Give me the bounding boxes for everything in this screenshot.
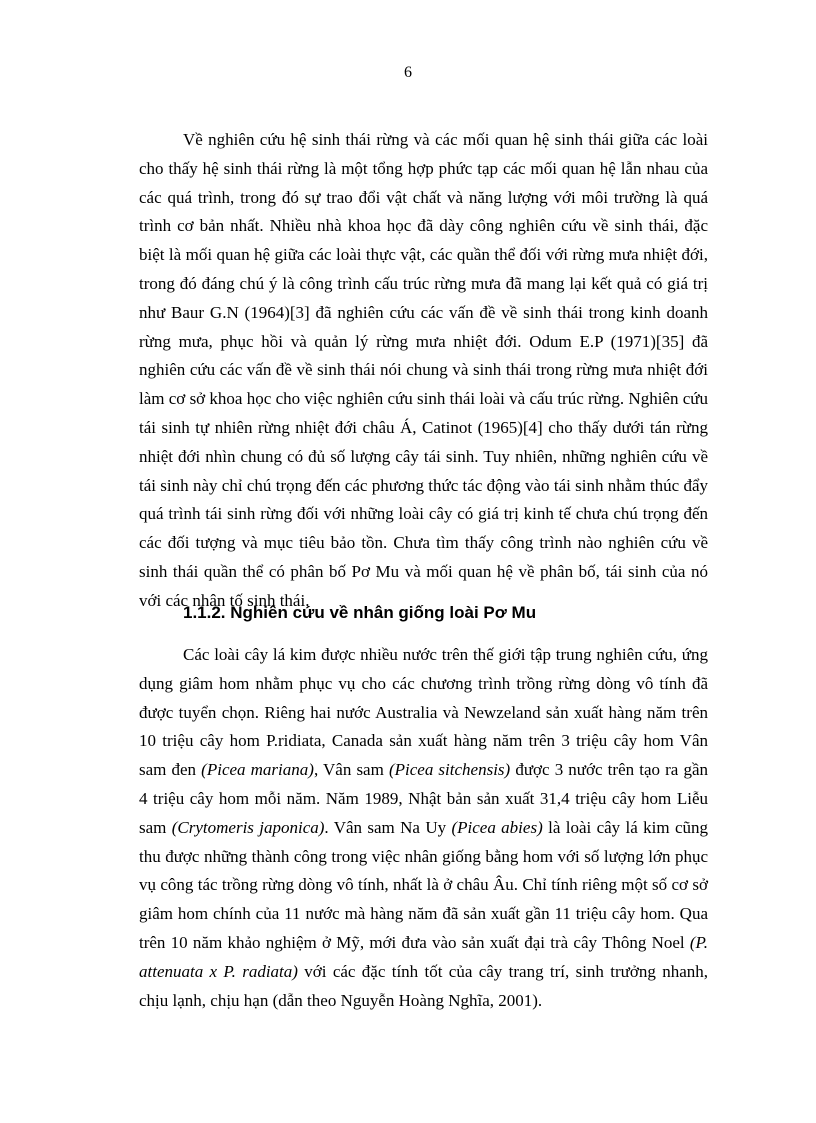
paragraph-text: là loài cây lá kim cũng thu được những thành công trong việc nhân giống bằng hom với số lượng lớn phục vụ công tác trồng rừng dòng vô tính, nhất là ở châu Âu. Chỉ tính riêng một số cơ sở giâm hom chính của 11 nước mà hàng năm đã sản xuất gần 11 triệu cây hom. Qua trên 10 năm khảo nghiệm ở Mỹ, mới đưa vào sản xuất đại trà cây Thông Noel — [139, 817, 708, 952]
paragraph-text: . Vân sam Na Uy — [324, 817, 452, 837]
species-name: (Crytomeris japonica) — [171, 817, 325, 837]
species-name: (Picea mariana) — [201, 760, 314, 780]
species-name: (Picea abies) — [451, 817, 543, 837]
species-name: (P. attenuata x P. radiata) — [139, 932, 708, 981]
body-paragraph-ecology: Về nghiên cứu hệ sinh thái rừng và các mối quan hệ sinh thái giữa các loài cho thấy hệ sinh thái rừng là một tổng hợp phức tạp các mối quan hệ lẫn nhau của các quá trình, trong đó sự trao đổi vật chất và năng lượng với môi trường là quá trình cơ bản nhất. Nhiều nhà khoa học đã dày công nghiên cứu về sinh thái, đặc biệt là mối quan hệ giữa các loài thực vật, các quần thể đối với rừng mưa nhiệt đới, trong đó đáng chú ý là công trình cấu trúc rừng mưa đã mang lại kết quả có giá trị như Baur G.N (1964)[3] đã nghiên cứu các vấn đề về sinh thái trong kinh doanh rừng mưa, phục hồi và quản lý rừng mưa nhiệt đới. Odum E.P (1971)[35] đã nghiên cứu các vấn đề về sinh thái nói chung và sinh thái trong rừng mưa nhiệt đới làm cơ sở khoa học cho việc nghiên cứu sinh thái loài và cấu trúc rừng. Nghiên cứu tái sinh tự nhiên rừng nhiệt đới châu Á, Catinot (1965)[4] cho thấy dưới tán rừng nhiệt đới nhìn chung có đủ số lượng cây tái sinh. Tuy nhiên, những nghiên cứu về tái sinh này chỉ chú trọng đến các phương thức tác động vào tái sinh nhằm thúc đẩy quá trình tái sinh rừng đối với những loài cây có giá trị kinh tế chưa chú trọng đến các đối tượng và mục tiêu bảo tồn. Chưa tìm thấy công trình nào nghiên cứu về sinh thái quần thể có phân bố Pơ Mu và mối quan hệ về phân bố, tái sinh của nó với các nhân tố sinh thái. — [139, 130, 708, 610]
paragraph-text: Các loài cây lá kim được nhiều nước trên thế giới tập trung nghiên cứu, ứng dụng giâm hom nhằm phục vụ cho các chương trình trồng rừng dòng vô tính đã được tuyển chọn. Riêng hai nước Australia và Newzeland sản xuất hàng năm trên 10 triệu cây hom P.ridiata, Canada sản xuất hàng năm trên 3 triệu cây hom Vân sam đen — [139, 645, 708, 780]
paragraph-text: với các đặc tính tốt của cây trang trí, sinh trưởng nhanh, chịu lạnh, chịu hạn (dẫn theo Nguyễn Hoàng Nghĩa, 2001). — [139, 961, 708, 1010]
section-heading: 1.1.2. Nghiên cứu về nhân giống loài Pơ Mu — [183, 603, 537, 622]
species-name: (Picea sitchensis) — [388, 760, 511, 780]
page-number: 6 — [404, 64, 412, 81]
body-paragraph-propagation — [139, 641, 708, 1015]
paragraph-text: , Vân sam — [313, 760, 389, 780]
paragraph-text: được 3 nước trên tạo ra gần 4 triệu cây hom mỗi năm. Năm 1989, Nhật bản sản xuất 31,4 triệu cây hom Liễu sam — [139, 760, 708, 837]
